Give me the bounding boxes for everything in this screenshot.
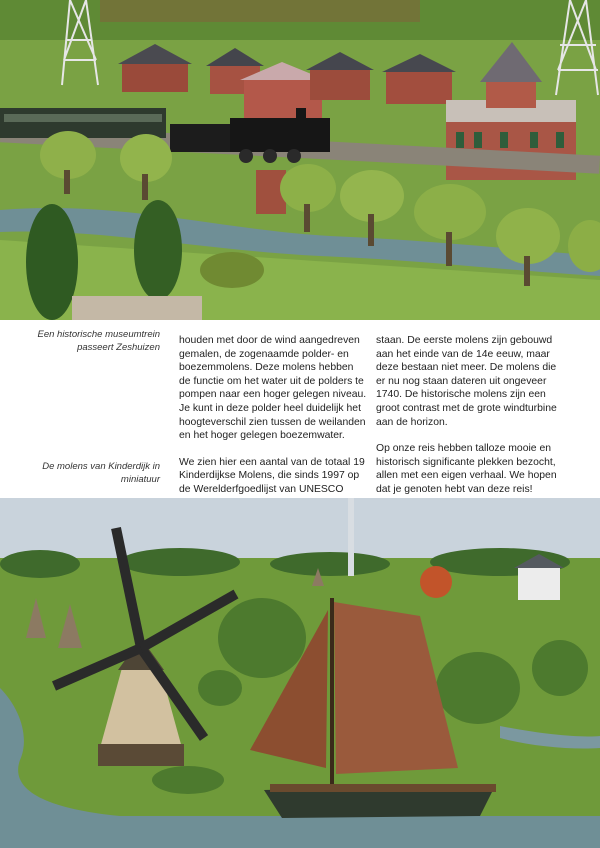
article-paragraph: Op onze reis hebben talloze mooie en historisch significante plekken bezocht, allen met een eigen verhaal. We hopen dat je genoten hebt van deze reis! xyxy=(376,443,557,495)
caption-windmills: De molens van Kinderdijk in miniatuur xyxy=(42,461,160,485)
article-column-2 xyxy=(376,334,564,510)
model-railway-scene xyxy=(0,0,600,320)
article-paragraph: We zien hier een aantal van de totaal 19 Kinderdijkse Molens, die sinds 1997 op de Werelderfgoedlijst van UNESCO xyxy=(179,456,365,495)
article-paragraph: houden met door de wind aangedreven gemalen, de zogenaamde polder- en boezemmolens. Deze molens hebben de functie om het water uit de polders te pompen naar een hoger gelegen niveau. Je kunt in deze polder heel duidelijk het hoogteverschil zien tussen de weilanden en het hoger gelegen boezemwater. xyxy=(179,335,367,442)
article-column-1 xyxy=(179,334,367,510)
caption-museum-train: Een historische museumtrein passeert Zeshuizen xyxy=(37,329,160,353)
wind-turbine xyxy=(348,498,354,576)
article-paragraph: staan. De eerste molens zijn gebouwd aan het einde van de 14e eeuw, maar deze bestaan niet meer. De molens die er nu nog staan dateren uit ongeveer 1740. De historische molens zijn een groot contrast met de grote windturbine aan de horizon. xyxy=(376,335,557,428)
windmill-scene xyxy=(0,498,600,848)
autumn-tree xyxy=(420,566,452,598)
kinderdijk-windmills-photo xyxy=(0,498,600,848)
museum-train-photo xyxy=(0,0,600,320)
white-house xyxy=(518,566,560,600)
